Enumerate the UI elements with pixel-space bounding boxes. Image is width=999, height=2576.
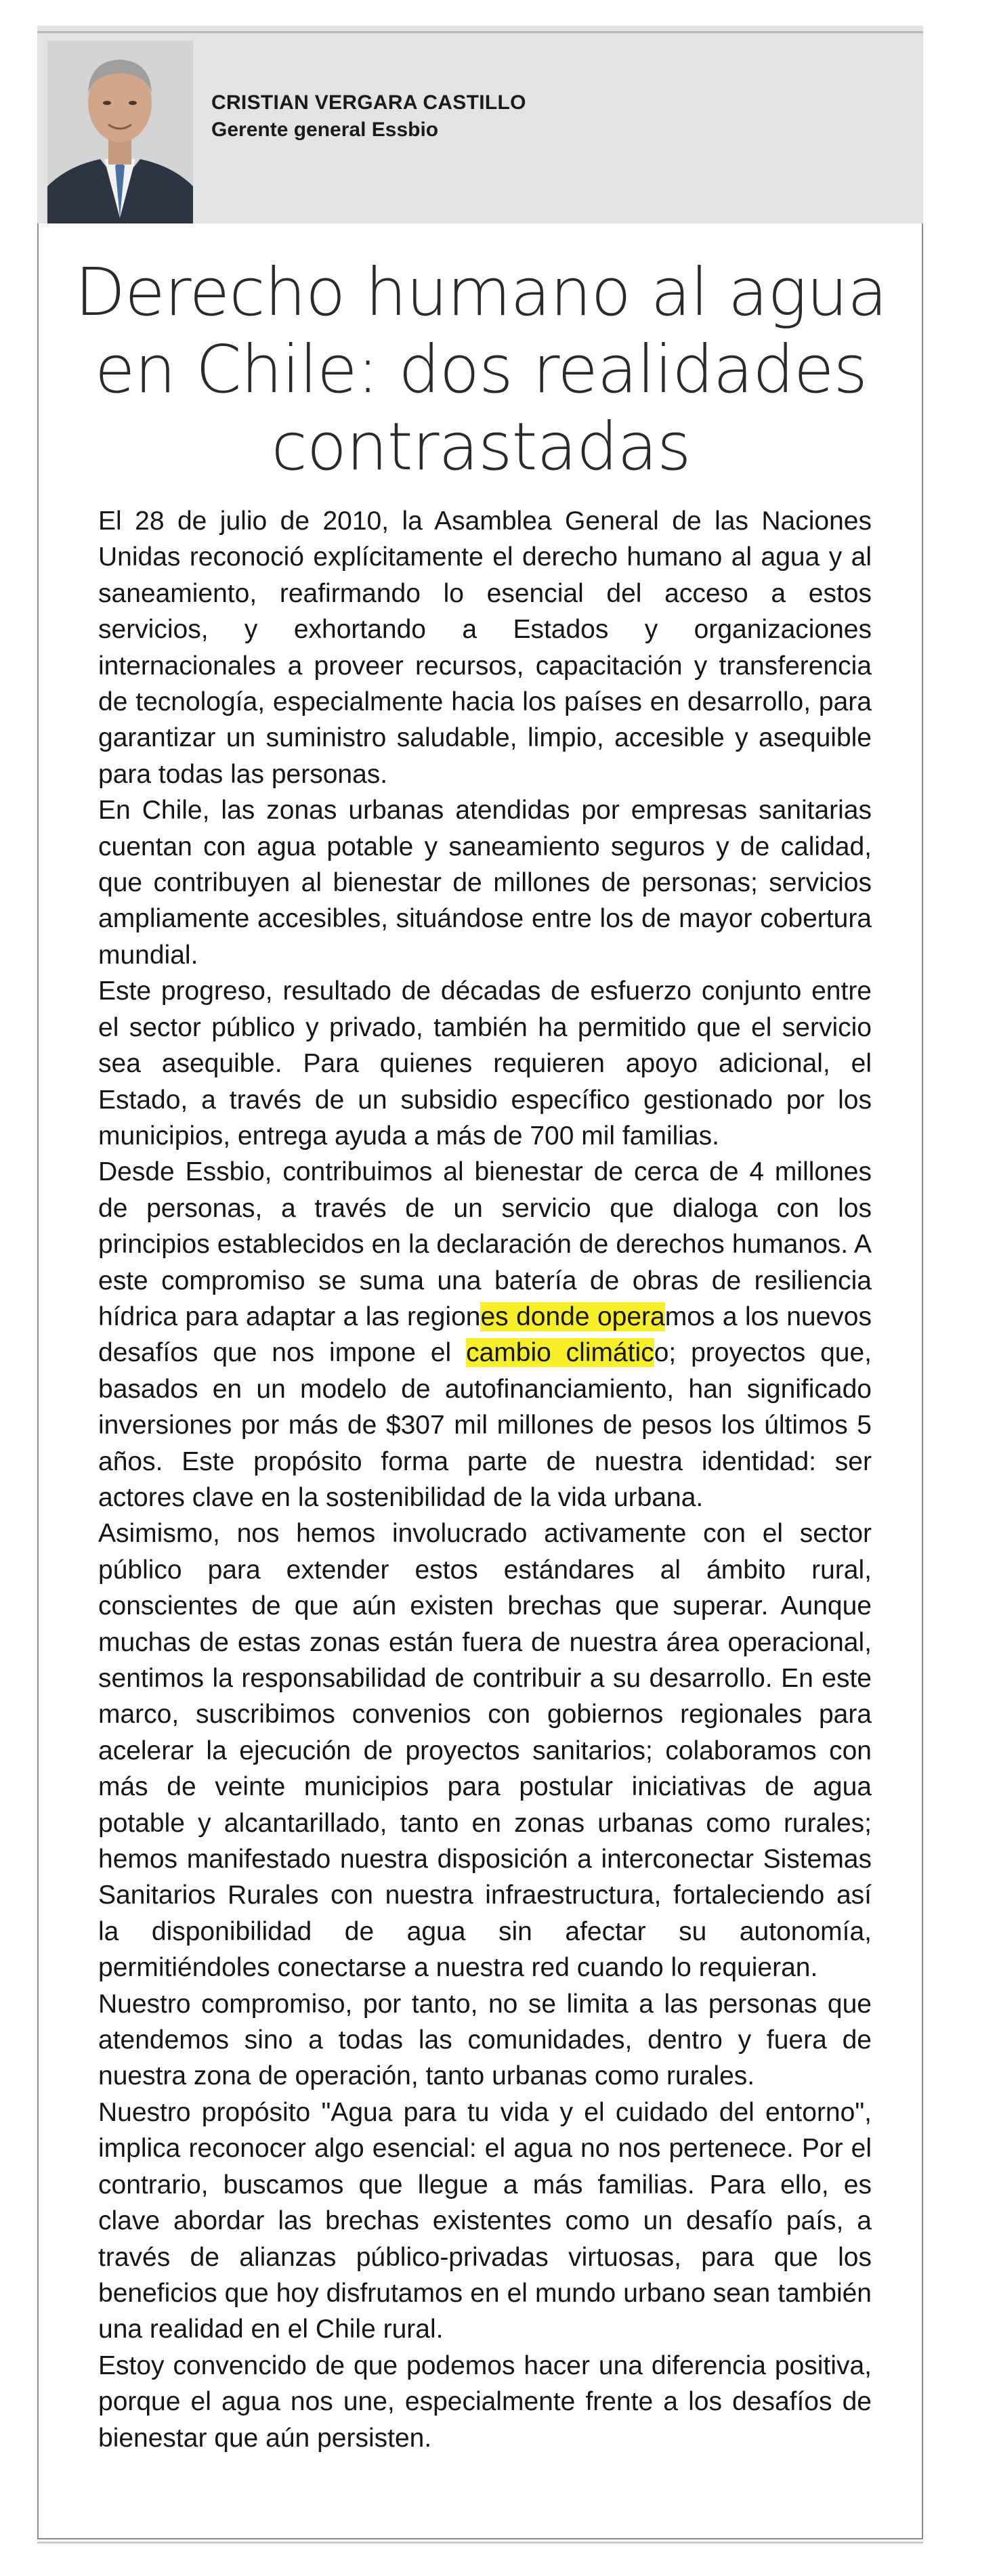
paragraph-3: Este progreso, resultado de décadas de esfuerzo conjunto entre el sector público y privado, también ha permitido que el servicio sea asequible. Para quienes requieren apoyo adicional, el Estado, a través de un subsidio específico gestionado por los municipios, entrega ayuda a más de 700 mil familias. bbox=[98, 976, 872, 1151]
paragraph-8: Estoy convencido de que podemos hacer una diferencia positiva, porque el agua nos une, especialmente frente a los desafíos de bienestar que aún persisten. bbox=[98, 2350, 872, 2453]
author-name: CRISTIAN VERGARA CASTILLO bbox=[211, 91, 526, 114]
paragraph-5: Asimismo, nos hemos involucrado activamente con el sector público para extender estos estándares al ámbito rural, conscientes de que aún existen brechas que superar. Aunque muchas de estas zonas están fuera de nuestra área operacional, sentimos la responsabilidad de contribuir a su desarrollo. En este marco, suscribimos convenios con gobiernos regionales para acelerar la ejecución de proyectos sanitarios; colaboramos con más de veinte municipios para postular iniciativas de agua potable y alcantarillado, tanto en zonas urbanas como rurales; hemos manifestado nuestra disposición a interconectar Sistemas Sanitarios Rurales con nuestra infraestructura, fortaleciendo así la disponibilidad de agua sin afectar su autonomía, permitiéndoles conectarse a nuestra red cuando lo requieran. bbox=[98, 1519, 872, 1983]
paragraph-4 bbox=[98, 1154, 872, 1516]
paragraph-2: En Chile, las zonas urbanas atendidas por empresas sanitarias cuentan con agua potable y saneamiento seguros y de calidad, que contribuyen al bienestar de millones de personas; servicios ampliamente accesibles, situándose entre los de mayor cobertura mundial. bbox=[98, 796, 872, 970]
paragraph-7: Nuestro propósito "Agua para tu vida y el cuidado del entorno", implica reconocer algo esencial: el agua no nos pertenece. Por el contrario, buscamos que llegue a más familias. Para ello, es clave abordar las brechas existentes como un desafío país, a través de alianzas público-privadas virtuosas, para que los beneficios que hoy disfrutamos en el mundo urbano sean también una realidad en el Chile rural. bbox=[98, 2097, 872, 2344]
author-photo bbox=[47, 41, 193, 223]
author-byline bbox=[211, 89, 526, 144]
highlight-donde-operamos: es donde opera bbox=[480, 1302, 665, 1331]
paragraph-4-part-a: Desde Essbio, contribuimos al bienestar de cerca de 4 millones de personas, a través de un servicio que dialoga con los principios establecidos en la declaración de derechos humanos. A este compromiso se suma una batería de obras de resiliencia hídrica para adaptar a las region bbox=[98, 1157, 872, 1331]
paragraph-4-part-b: mos a los nuevos desafíos que nos impone el bbox=[98, 1302, 872, 1368]
article-headline: Derecho humano al agua en Chile: dos realidades contrastadas bbox=[75, 254, 887, 485]
paragraph-1: El 28 de julio de 2010, la Asamblea General de las Naciones Unidas reconoció explícitamente el derecho humano al agua y al saneamiento, reafirmando lo esencial del acceso a estos servicios, y exhortando a Estados y organizaciones internacionales a proveer recursos, capacitación y transferencia de tecnología, especialmente hacia los países en desarrollo, para garantizar un suministro saludable, limpio, accesible y asequible para todas las personas. bbox=[98, 507, 872, 789]
paragraph-6: Nuestro compromiso, por tanto, no se limita a las personas que atendemos sino a todas las comunidades, dentro y fuera de nuestra zona de operación, tanto urbanas como rurales. bbox=[98, 1989, 872, 2091]
highlight-cambio-climatico: cambio climátic bbox=[466, 1338, 654, 1368]
article-body bbox=[98, 503, 872, 2456]
paragraph-4-part-c: o; proyectos que, basados en un modelo de autofinanciamiento, han significado inversiones por más de $307 mil millones de pesos los últimos 5 años. Este propósito forma parte de nuestra identidad: ser actores clave en la sostenibilidad de la vida urbana. bbox=[98, 1338, 872, 1512]
author-role: Gerente general Essbio bbox=[211, 119, 439, 141]
